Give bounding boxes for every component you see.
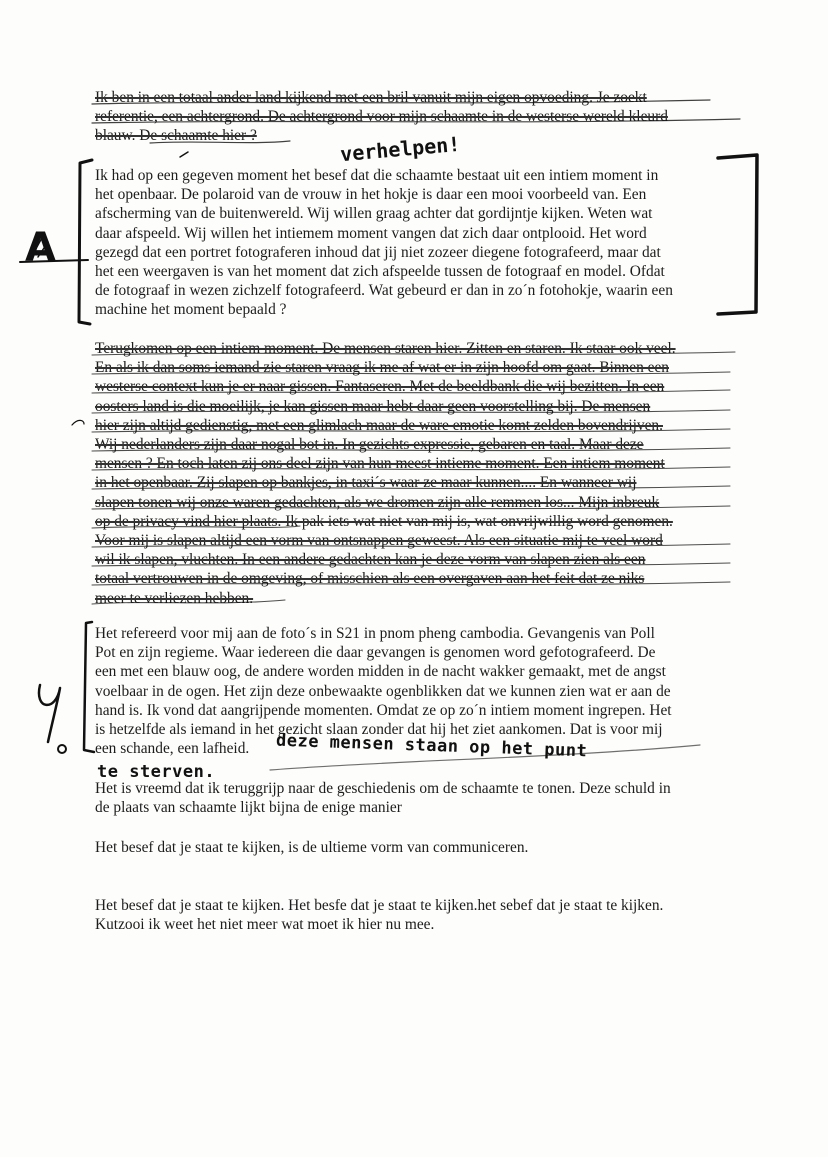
handwritten-note-line2: te sterven.	[97, 762, 216, 782]
text-line: Het besef dat je staat te kijken, is de ultieme vorm van communiceren.	[95, 839, 529, 856]
text-line: hier zijn altijd gedienstig, met een glimlach maar de ware emotie komt zelden bovendrijven.	[95, 416, 663, 434]
paragraph-closing	[95, 896, 735, 934]
handwritten-verhelpen: verhelpen!	[339, 131, 462, 167]
text-line: Het is vreemd dat ik teruggrijp naar de geschiedenis om de schaamte te tonen. Deze schuld in	[95, 780, 671, 797]
handwritten-margin-letter: A	[25, 225, 56, 271]
paragraph-struck-staring	[95, 339, 735, 608]
text-line: Kutzooi ik weet het niet meer wat moet ik hier nu mee.	[95, 916, 435, 934]
text-line: mensen ? En toch laten zij ons deel zijn van hun meest intieme moment. Een intiem moment	[95, 455, 665, 473]
text-line: de plaats van schaamte lijkt bijna de enige manier	[95, 799, 402, 817]
text-line: slapen tonen wij onze waren gedachten, als we dromen zijn alle remmen los... Mijn inbreuk	[95, 493, 660, 511]
exclamation-mark	[39, 685, 60, 742]
text-line: blauw. De schaamte hier ?	[95, 127, 257, 145]
text-line: Wij nederlanders zijn daar nogal bot in. In gezichts expressie, gebaren en taal. Maar deze	[95, 436, 644, 454]
text-line: Pot en zijn regieme. Waar iedereen die daar gevangen is genomen word gefotografeerd. De	[95, 644, 656, 662]
text-line: het openbaar. De polaroid van de vrouw in het hokje is daar een mooi voorbeeld van. Een	[95, 186, 647, 204]
handwritten-note-line1: deze mensen staan op het punt	[275, 730, 588, 762]
text-line: westerse context kun je er naar gissen. Fantaseren. Met de beeldbank die wij bezitten. In een	[95, 378, 665, 396]
paragraph-besef	[95, 838, 735, 857]
text-line: wil ik slapen, vluchten. In een andere gedachten kan je deze vorm van slapen zien als een	[95, 551, 646, 569]
text-line: Het besef dat je staat te kijken. Het besfe dat je staat te kijken.het sebef dat je staat te kijken.	[95, 897, 664, 914]
pen-hook	[72, 420, 84, 425]
pen-tick	[180, 152, 188, 157]
text-line: totaal vertrouwen in de omgeving, of misschien als een overgaven aan het feit dat ze niks	[95, 570, 645, 588]
text-line: het een weergaven is van het moment dat zich afspeelde tussen de fotograaf en model. Ofdat	[95, 263, 665, 281]
text-line: referentie, een achtergrond. De achtergrond voor mijn schaamte in de westerse wereld kleurd	[95, 108, 668, 126]
paragraph-bracketed-a	[95, 166, 735, 320]
text-line: Ik ben in een totaal ander land kijkend met een bril vanuit mijn eigen opvoeding. Je zoekt	[95, 89, 647, 106]
paragraph-history	[95, 779, 735, 817]
text-line: machine het moment bepaald ?	[95, 301, 287, 319]
text-line: Het refereerd voor mij aan de foto´s in S21 in pnom pheng cambodia. Gevangenis van Poll	[95, 625, 655, 642]
text-line: de fotograaf in wezen zichzelf fotografeerd. Wat gebeurd er dan in zo´n fotohokje, waarin een	[95, 282, 673, 300]
text-line: afscherming van de buitenwereld. Wij willen graag achter dat gordijntje kijken. Weten wat	[95, 205, 653, 223]
text-line: Voor mij is slapen altijd een vorm van ontsnappen geweest. Als een situatie mij te veel word	[95, 532, 663, 550]
text-line: voelbaar in de ogen. Het zijn deze onbewaakte ogenblikken dat we kunnen zien wat er aan de	[95, 682, 671, 700]
text-line: in het openbaar. Zij slapen op bankjes, in taxi´s waar ze maar kunnen.... En wanneer wij	[95, 474, 637, 492]
text-line: meer te verliezen hebben.	[95, 589, 254, 607]
text-line: op de privacy vind hier plaats. Ik pak iets wat niet van mij is, wat onvrijwillig word genomen.	[95, 512, 673, 530]
text-line: daar afspeeld. Wij willen het intiemem moment vangen dat zich daar ontplooid. Het word	[95, 224, 647, 242]
text-line: gezegd dat een portret fotograferen inhoud dat jij niet zozeer diegene fotografeerd, maar dat	[95, 243, 661, 261]
exclamation-dot	[58, 745, 66, 753]
text-line: Ik had op een gegeven moment het besef dat die schaamte bestaat uit een intiem moment in	[95, 167, 659, 184]
text-line: een met een blauw oog, de andere worden midden in de nacht wakker gemaakt, met de angst	[95, 663, 666, 681]
text-line: Terugkomen op een intiem moment. De mensen staren hier. Zitten en staren. Ik staar ook veel.	[95, 340, 676, 357]
bracket-left	[79, 160, 92, 324]
text-line: oosters land is die moeilijk, je kan gissen maar hebt daar geen voorstelling bij. De mensen	[95, 397, 651, 415]
text-line: een schande, een lafheid.	[95, 740, 250, 758]
text-line: En als ik dan soms iemand zie staren vraag ik me af wat er in zijn hoofd om gaat. Binnen een	[95, 359, 669, 377]
text-line: hand is. Ik vond dat aangrijpende momenten. Omdat ze op zo´n intiem moment ingrepen. Het	[95, 701, 672, 719]
bracket-s21	[84, 622, 94, 752]
text-line: is hetzelfde als iemand in het gezicht slaan zonder dat hij het ziet aankomen. Dat is voor mij	[95, 721, 663, 739]
